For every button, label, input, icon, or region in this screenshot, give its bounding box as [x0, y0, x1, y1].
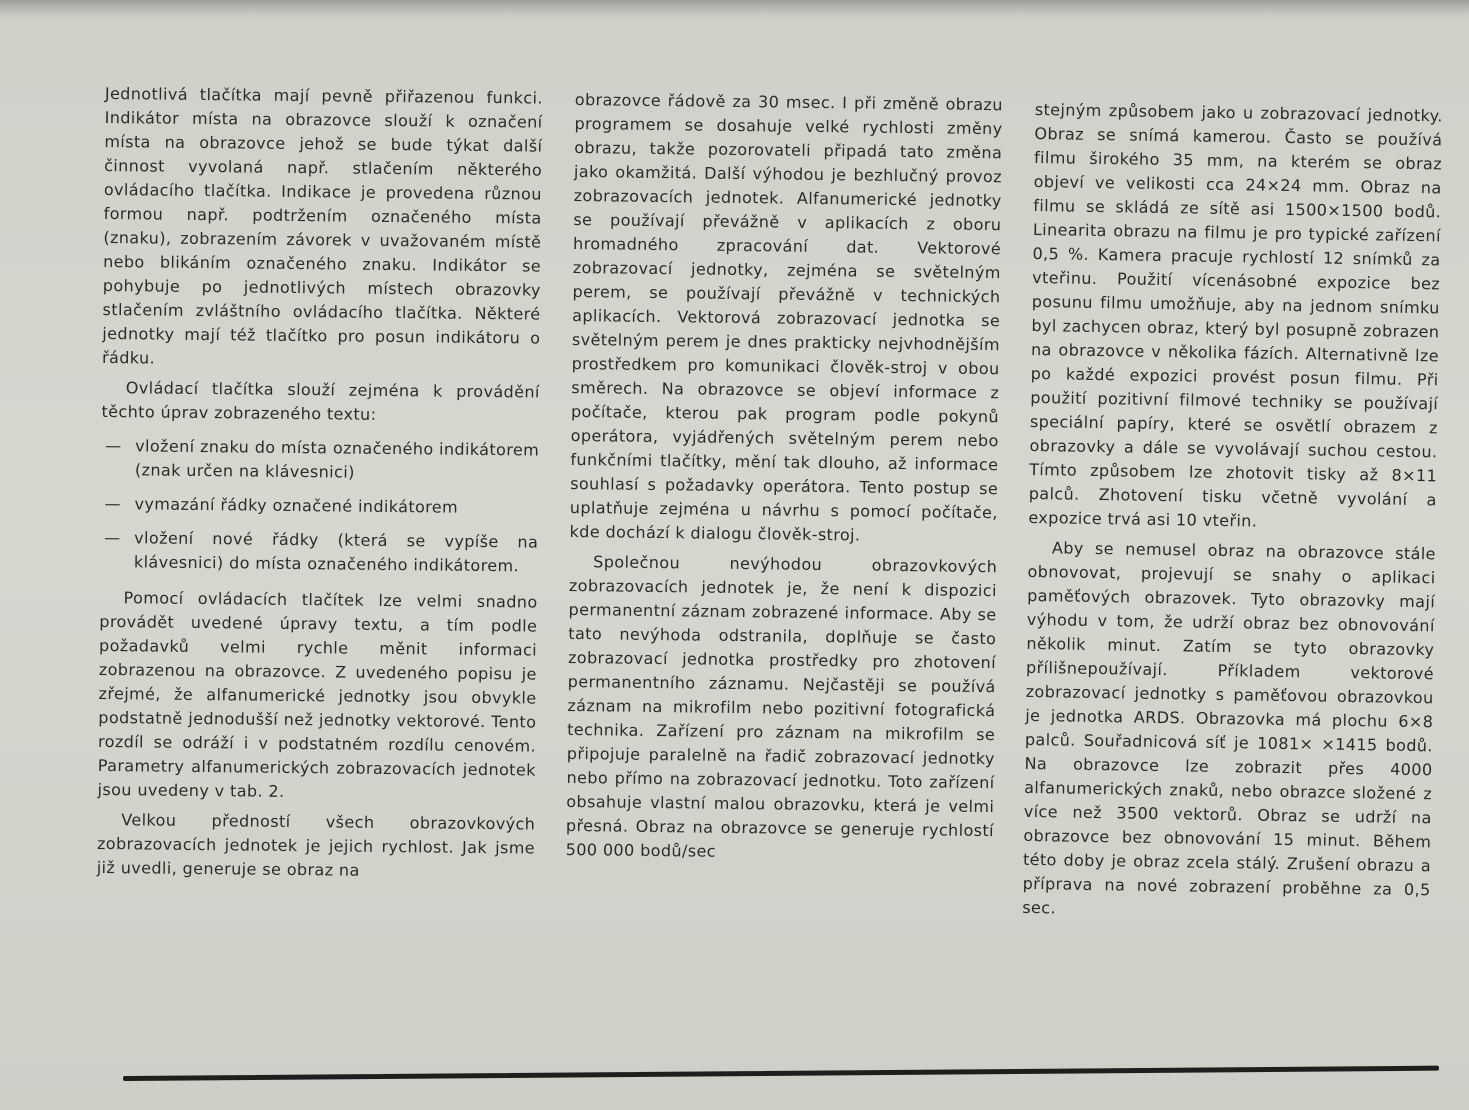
paragraph: Společnou nevýhodou obrazovkových zobrazovacích jednotek je, že není k dispozici permanentní záznam zobrazené informace. Aby se tato nevýhoda odstranila, doplňuje se často zobrazovací jednotka prostředky pro zhotovení permanentního záznamu. Nejčastěji se používá záznam na mikrofilm nebo pozitivní fotografická technika. Zařízení pro záznam na mikrofilm se připojuje paralelně na řadič zobrazovací jednotky nebo přímo na zobrazovací jednotku. Toto zařízení obsahuje vlastní malou obrazovku, která je velmi přesná. Obraz na obrazovce se generuje rychlostí 500 000 bodů/sec [565, 552, 998, 861]
paragraph: Pomocí ovládacích tlačítek lze velmi snadno provádět uvedené úpravy textu, a tím podle požadavků velmi rychle měnit informaci zobrazenou na obrazovce. Z uvedeného popisu je zřejmé, že alfanumerické jednotky jsou obvykle podstatně jednodušší než jednotky vektorové. Tento rozdíl se odráží i v podstatném rozdílu cenovém. Parametry alfanumerických zobrazovacích jednotek jsou uvedeny v tab. 2. [97, 588, 538, 801]
list-item-text: vymazání řádky označené indikátorem [134, 494, 459, 517]
list-dash: — [104, 528, 121, 548]
paragraph: obrazovce řádově za 30 msec. I při změně obrazu programem se dosahuje velké rychlosti změny obrazu, takže pozorovateli připadá tato změna jako okamžitá. Další výhodou je bezhlučný provoz zobrazovacích jednotek. Alfanumerické jednotky se používají převážně v aplikacích z oboru hromadného zpracování dat. Vektorové zobrazovací jednotky, zejména se světelným perem, se používají převážně v technických aplikacích. Vektorová zobrazovací jednotka se světelným perem je dnes prakticky nejvhodnějším prostředkem pro komunikaci člověk-stroj v obou směrech. Na obrazovce se objeví informace z počítače, kterou pak program podle pokynů operátora, vyjádřených světelným perem nebo funkčními tlačítky, mění tak dlouho, až informace souhlasí s požadavky operátora. Tento postup se uplatňuje zejména u návrhu s pomocí počítače, kde dochází k dialogu člověk-stroj. [569, 89, 1003, 545]
list-dash: — [104, 494, 122, 514]
text-column-right [1022, 98, 1443, 926]
list-dash: — [105, 436, 122, 456]
list-item-text: vložení nové řádky (která se vypíše na klávesnici) do místa označeného indikátorem. [133, 528, 539, 576]
bottom-rule-line [123, 1066, 1439, 1081]
list-item [100, 492, 538, 521]
text-column-middle [566, 88, 1003, 867]
paragraph: Ovládací tlačítka slouží zejména k provádění těchto úprav zobrazeného textu: [101, 378, 540, 424]
list-item-text: vložení znaku do místa označeného indikátorem (znak určen na klávesnici) [134, 436, 540, 482]
text-column-left [97, 82, 543, 885]
paragraph: Aby se nemusel obraz na obrazovce stále obnovovat, projevují se snahy o aplikaci paměťových obrazovek. Tyto obrazovky mají výhodu v tom, že udrží obraz bez obnovování několik minut. Zatím se tyto obrazovky přílišnepoužívají. Příkladem vektorové zobrazovací jednotky s paměťovou obrazovkou je jednotka ARDS. Obrazovka má plochu 6×8 palců. Souřadnicová síť je 1081× ×1415 bodů. Na obrazovce lze zobrazit přes 4000 alfanumerických znaků, nebo obrazce složené z více než 3500 vektorů. Obraz se udrží na obrazovce bez obnovování 15 minut. Během této doby je obraz zcela stálý. Zrušení obrazu a příprava na nové zobrazení proběhne za 0,5 sec. [1022, 538, 1437, 918]
paragraph: Velkou předností všech obrazovkových zobrazovacích jednotek je jejich rychlost. Jak jsme již uvedli, generuje se obraz na [96, 810, 536, 880]
list-item [101, 434, 539, 487]
paragraph: Jednotlivá tlačítka mají pevně přiřazenou funkci. Indikátor místa na obrazovce slouží k označení místa na obrazovce jehož se bude týkat další činnost vyvolaná např. stlačením některého ovládacího tlačítka. Indikace je provedena různou formou např. podtržením označeného místa (znaku), zobrazením závorek v uvažovaném místě nebo blikáním označeného znaku. Indikátor se pohybuje po jednotlivých místech obrazovky stlačením zvláštního ovládacího tlačítka. Některé jednotky mají též tlačítko pro posun indikátoru o řádku. [102, 83, 543, 368]
page-top-edge-shadow [0, 0, 1469, 22]
paragraph: stejným způsobem jako u zobrazovací jednotky. Obraz se snímá kamerou. Často se používá filmu širokého 35 mm, na kterém se obraz objeví ve velikosti cca 24×24 mm. Obraz na filmu se skládá ze sítě asi 1500×1500 bodů. Linearita obrazu na filmu je pro typické zařízení 0,5 %. Kamera pracuje rychlostí 12 snímků za vteřinu. Použití vícenásobné expozice bez posunu filmu umožňuje, aby na jednom snímku byl zachycen obraz, který byl posupně zobrazen na obrazovce v několika fázích. Alternativně lze po každé expozici provést posun filmu. Při použití pozitivní filmové techniky se používají speciální papíry, které se osvětlí obrazem z obrazovky a dále se vyvolávají suchou cestou. Tímto způsobem lze zhotovit tisky až 8×11 palců. Zhotovení tisku včetně vyvolání a expozice trvá asi 10 vteřin. [1028, 99, 1443, 531]
list-item [100, 526, 538, 579]
